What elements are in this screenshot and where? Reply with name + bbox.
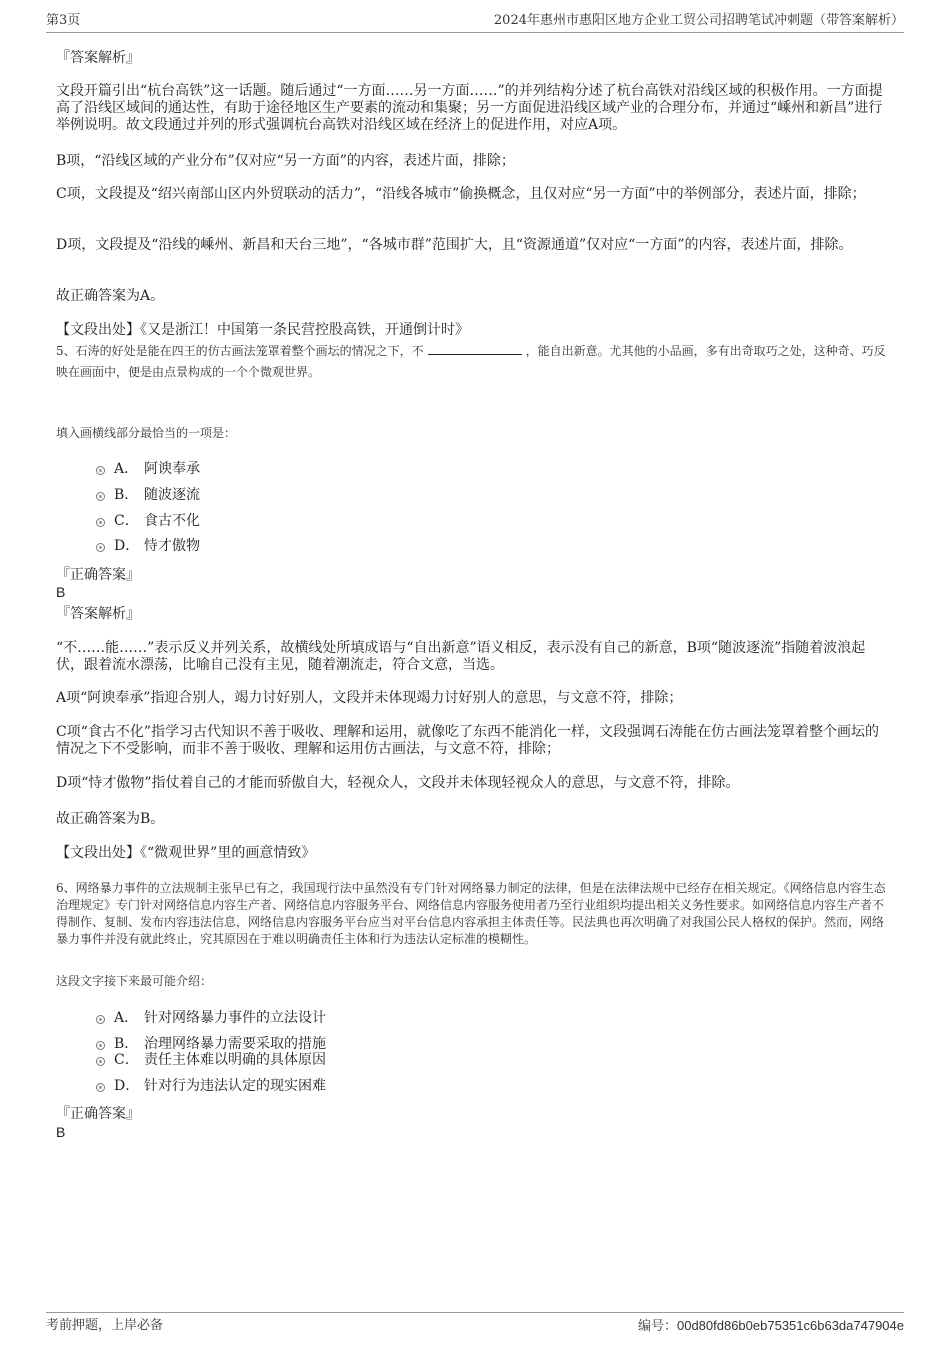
radio-icon[interactable] (96, 543, 105, 552)
radio-icon[interactable] (96, 492, 105, 501)
q6-stem: 6、网络暴力事件的立法规制主张早已有之，我国现行法中虽然没有专门针对网络暴力制定的法律，但是在法律法规中已经存在相关规定。《网络信息内容生态治理规定》专门针对网络信息内容生产者、网络信息内容服务平台、网络信息内容服务使用者乃至行业组织均提出相关义务性要求。如网络信息内容生产者不得制作、复制、发布内容违法信息，网络信息内容服务平台应当对平台信息内容承担主体责任等。民法典也再次明确了对我国公民人格权的保护。然而，网络暴力事件并没有就此终止，究其原因在于难以明确责任主体和行为违法认定标准的模糊性。 (56, 881, 886, 946)
q5-prompt: 填入画横线部分最恰当的一项是： (56, 426, 237, 440)
document-id (638, 1316, 904, 1337)
radio-icon[interactable] (96, 466, 105, 475)
q4-analysis-p3: C项，文段提及“绍兴南部山区内外贸联动的活力”，“沿线各城市”偷换概念，且仅对应“另一方面”中的举例部分，表述片面，排除； (56, 186, 866, 202)
q5-correct-label: 『正确答案』 (56, 567, 140, 583)
q6-correct-label: 『正确答案』 (56, 1106, 140, 1122)
q5-analysis-p4: D项“恃才傲物”指仗着自己的才能而骄傲自大，轻视众人，文段并未体现轻视众人的意思，与文意不符，排除。 (56, 775, 740, 791)
q5-analysis-label: 『答案解析』 (56, 606, 140, 622)
q5-stem-b: ，能自出新意。尤其他的小品画，多有出奇取巧之处，这种奇、巧反映在画面中，便是由点景构成的一个个微观世界。 (56, 344, 886, 379)
q6-prompt: 这段文字接下来最可能介绍： (56, 974, 213, 988)
q5-source: 【文段出处】《“微观世界”里的画意情致》 (56, 845, 316, 861)
document-id-label: 编号： (637, 1319, 677, 1334)
q5-stem (56, 341, 886, 383)
radio-icon[interactable] (96, 518, 105, 527)
footer-motto: 考前押题，上岸必备 (46, 1318, 164, 1333)
q6-correct-answer: B (56, 1124, 66, 1140)
q4-analysis-p2: B项，“沿线区域的产业分布”仅对应“另一方面”的内容，表述片面，排除； (56, 153, 515, 169)
q4-source: 【文段出处】《又是浙江！中国第一条民营控股高铁，开通倒计时》 (56, 322, 469, 338)
page-number: 第3页 (46, 13, 81, 28)
radio-icon[interactable] (96, 1041, 105, 1050)
radio-icon[interactable] (96, 1083, 105, 1092)
q4-analysis-p4: D项，文段提及“沿线的嵊州、新昌和天台三地”，“各城市群”范围扩大，且“资源通道”仅对应“一方面”的内容，表述片面，排除。 (56, 237, 853, 253)
radio-icon[interactable] (96, 1015, 105, 1024)
q5-stem-a: 5、石涛的好处是能在四王的仿古画法笼罩着整个画坛的情况之下，不 (56, 344, 424, 358)
page-footer (46, 1312, 904, 1335)
q5-analysis-p1: “不……能……”表示反义并列关系，故横线处所填成语与“自出新意”语义相反，表示没有自己的新意，B项“随波逐流”指随着波浪起伏，跟着流水漂荡，比喻自己没有主见，随着潮流走，符合文意，当选。 (56, 640, 866, 673)
radio-icon[interactable] (96, 1057, 105, 1066)
q4-conclusion: 故正确答案为A。 (56, 288, 165, 304)
q5-correct-answer: B (56, 584, 66, 600)
q4-analysis-p1: 文段开篇引出“杭台高铁”这一话题。随后通过“一方面……另一方面……”的并列结构分述了杭台高铁对沿线区域的积极作用。一方面提高了沿线区域间的通达性，有助于途径地区生产要素的流动和集聚；另一方面促进沿线区域产业的合理分布，并通过“嵊州和新昌”进行举例说明。故文段通过并列的形式强调杭台高铁对沿线区域在经济上的促进作用，对应A项。 (56, 83, 883, 133)
q5-analysis-p2: A项“阿谀奉承”指迎合别人，竭力讨好别人，文段并未体现竭力讨好别人的意思，与文意不符，排除； (56, 690, 683, 706)
q4-analysis-label: 『答案解析』 (56, 50, 140, 66)
q5-conclusion: 故正确答案为B。 (56, 811, 165, 827)
document-id-value: 00d80fd86b0eb75351c6b63da747904e (676, 1318, 904, 1333)
page-header (46, 12, 904, 33)
document-title: 2024年惠州市惠阳区地方企业工贸公司招聘笔试冲刺题（带答案解析） (493, 13, 904, 28)
q5-analysis-p3: C项“食古不化”指学习古代知识不善于吸收、理解和运用，就像吃了东西不能消化一样，文段强调石涛能在仿古画法笼罩着整个画坛的情况之下不受影响，而非不善于吸收、理解和运用仿古画法，与文意不符，排除； (56, 724, 880, 757)
q5-answer-blank (428, 342, 522, 355)
